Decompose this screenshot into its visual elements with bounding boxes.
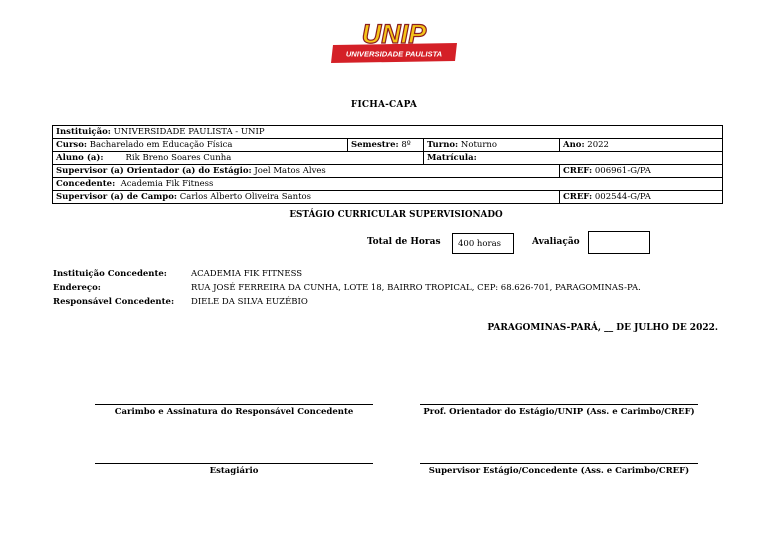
evaluation-field[interactable] (588, 231, 650, 254)
advisor-cref-value: 006961-G/PA (594, 166, 651, 176)
grantor-cell (53, 178, 723, 191)
institution-cell (53, 126, 723, 139)
table-row (53, 139, 723, 152)
grantor-address-value: RUA JOSÉ FERREIRA DA CUNHA, LOTE 18, BAIRRO TROPICAL, CEP: 68.626-701, PARAGOMINAS-PA. (191, 283, 641, 293)
institution-label: Instituição: (56, 127, 111, 137)
supervisor-signature-line[interactable] (420, 463, 698, 464)
shift-label: Turno: (427, 140, 459, 150)
year-label: Ano: (563, 140, 585, 150)
responsible-signature-line[interactable] (95, 404, 373, 405)
advisor-value: Joel Matos Alves (254, 166, 326, 176)
grantor-value: Academia Fik Fitness (120, 179, 214, 189)
evaluation-label: Avaliação (532, 237, 580, 247)
section-subtitle: ESTÁGIO CURRICULAR SUPERVISIONADO (289, 210, 503, 220)
student-value: Rik Breno Soares Cunha (125, 153, 232, 163)
supervisor-signature-label: Supervisor Estágio/Concedente (Ass. e Carimbo/CREF) (428, 466, 690, 476)
logo-tagline: UNIVERSIDADE PAULISTA (345, 49, 443, 59)
field-supervisor-value: Carlos Alberto Oliveira Santos (179, 192, 311, 202)
table-row (53, 152, 723, 165)
field-supervisor-cell (53, 191, 560, 204)
total-hours-field[interactable]: 400 horas (452, 233, 514, 254)
course-cell (53, 139, 348, 152)
enrollment-cell (424, 152, 723, 165)
year-cell (560, 139, 723, 152)
enrollment-label: Matrícula: (427, 153, 477, 163)
grantor-responsible-label: Responsável Concedente: (53, 297, 175, 307)
table-row (53, 191, 723, 204)
info-table (52, 125, 723, 204)
student-cell (53, 152, 424, 165)
page-title: FICHA-CAPA (350, 100, 418, 110)
advisor-label: Supervisor (a) Orientador (a) do Estágio: (56, 166, 252, 176)
semester-value: 8º (401, 140, 411, 150)
grantor-responsible-value: DIELE DA SILVA EUZÉBIO (191, 297, 308, 307)
year-value: 2022 (587, 140, 609, 150)
student-label: Aluno (a): (56, 153, 104, 163)
advisor-signature-line[interactable] (420, 404, 698, 405)
field-supervisor-label: Supervisor (a) de Campo: (56, 192, 178, 202)
advisor-cref-cell (560, 165, 723, 178)
semester-label: Semestre: (351, 140, 399, 150)
field-cref-cell (560, 191, 723, 204)
course-label: Curso: (56, 140, 88, 150)
intern-signature-label: Estagiário (209, 466, 259, 476)
grantor-institution-label: Instituição Concedente: (53, 269, 167, 279)
intern-signature-line[interactable] (95, 463, 373, 464)
field-cref-label: CREF: (563, 192, 593, 202)
field-cref-value: 002544-G/PA (594, 192, 651, 202)
course-value: Bacharelado em Educação Física (89, 140, 233, 150)
institution-value: UNIVERSIDADE PAULISTA - UNIP (113, 127, 265, 137)
responsible-signature-label: Carimbo e Assinatura do Responsável Concedente (114, 407, 354, 417)
advisor-cref-label: CREF: (563, 166, 593, 176)
semester-cell (348, 139, 424, 152)
date-line: PARAGOMINAS-PARÁ, __ DE JULHO DE 2022. (487, 323, 718, 333)
grantor-institution-value: ACADEMIA FIK FITNESS (191, 269, 303, 279)
advisor-signature-label: Prof. Orientador do Estágio/UNIP (Ass. e Carimbo/CREF) (423, 407, 695, 417)
table-row (53, 165, 723, 178)
unip-logo-graphic (330, 17, 458, 65)
advisor-cell (53, 165, 560, 178)
shift-cell (424, 139, 560, 152)
logo-brand-text: UNIP (361, 19, 427, 49)
table-row (53, 178, 723, 191)
table-row (53, 126, 723, 139)
total-hours-label: Total de Horas (367, 237, 441, 247)
grantor-address-label: Endereço: (53, 283, 101, 293)
grantor-label: Concedente: (56, 179, 116, 189)
unip-logo (330, 17, 458, 65)
shift-value: Noturno (460, 140, 498, 150)
